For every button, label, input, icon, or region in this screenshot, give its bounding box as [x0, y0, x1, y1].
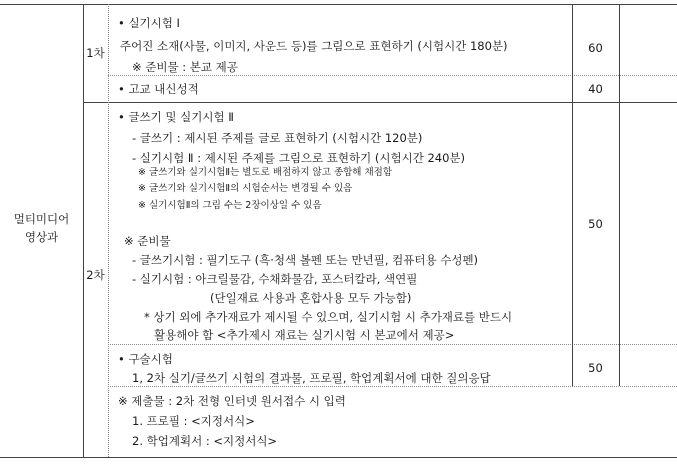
col-divider — [108, 4, 109, 457]
submission-item: 1. 프로필 : <지정서식> — [132, 414, 255, 428]
practical1-score: 60 — [588, 41, 603, 55]
round1-label: 1차 — [86, 46, 105, 60]
row-divider — [108, 344, 677, 345]
round2-label: 2차 — [86, 268, 105, 282]
note-line: ※ 글쓰기와 실기시험Ⅱ의 시험순서는 변경될 수 있음 — [138, 183, 353, 194]
table-bottom-border — [0, 457, 677, 458]
submission-item: 2. 학업계획서 : <지정서식> — [132, 434, 278, 448]
practical1-title: • 실기시험 Ⅰ — [118, 16, 180, 30]
prep-title: ※ 준비물 — [124, 234, 171, 248]
writing-line: - 글쓰기 : 제시된 주제를 글로 표현하기 (시험시간 120분) — [132, 131, 423, 145]
prep-line: (단일재료 사용과 혼합사용 모두 가능함) — [210, 291, 412, 305]
row-divider — [83, 102, 677, 103]
prep-line: - 실기시험 : 아크릴물감, 수채화물감, 포스터칼라, 색연필 — [132, 272, 418, 286]
practical1-desc: 주어진 소재(사물, 이미지, 사운드 등)를 그림으로 표현하기 (시험시간 180분) — [120, 39, 508, 53]
interview-desc: 1, 2차 실기/글쓰기 시험의 결과물, 프로필, 학업계획서에 대한 질의응답 — [132, 371, 491, 385]
school-grade-title: • 고교 내신성적 — [118, 82, 199, 96]
prep-line: * 상기 외에 추가재료가 제시될 수 있으며, 실기시험 시 추가재료를 반드시 — [144, 310, 513, 324]
writing-practical-title: • 글쓰기 및 실기시험 Ⅱ — [118, 110, 234, 124]
practical2-line: - 실기시험 Ⅱ : 제시된 주제를 그림으로 표현하기 (시험시간 240분) — [132, 151, 466, 165]
dept-name-line2: 영상과 — [24, 230, 59, 244]
submission-title: ※ 제출물 : 2차 전형 인터넷 원서접수 시 입력 — [118, 394, 346, 408]
note-line: ※ 글쓰기와 실기시험Ⅱ는 별도로 배점하지 않고 종합해 채점함 — [138, 167, 393, 178]
row-divider — [108, 75, 677, 76]
dept-name-line1: 멀티미디어 — [13, 212, 70, 226]
interview-title: • 구술시험 — [118, 352, 173, 366]
practical1-prep: ※ 준비물 : 본교 제공 — [132, 60, 238, 74]
col-divider — [572, 4, 573, 386]
note-line: ※ 실기시험Ⅱ의 그림 수는 2장이상일 수 있음 — [138, 200, 322, 211]
prep-line: 활용해야 함 <추가제시 재료는 실기시험 시 본교에서 제공> — [154, 328, 455, 342]
row-divider — [108, 386, 677, 387]
prep-line: - 글쓰기시험 : 필기도구 (흑·청색 볼펜 또는 만년필, 컴퓨터용 수성펜) — [132, 253, 479, 267]
col-divider — [83, 4, 84, 457]
writing-practical-score: 50 — [588, 217, 603, 231]
col-divider — [619, 4, 620, 386]
table-top-border — [0, 4, 677, 5]
interview-score: 50 — [588, 361, 603, 375]
school-grade-score: 40 — [588, 82, 603, 96]
